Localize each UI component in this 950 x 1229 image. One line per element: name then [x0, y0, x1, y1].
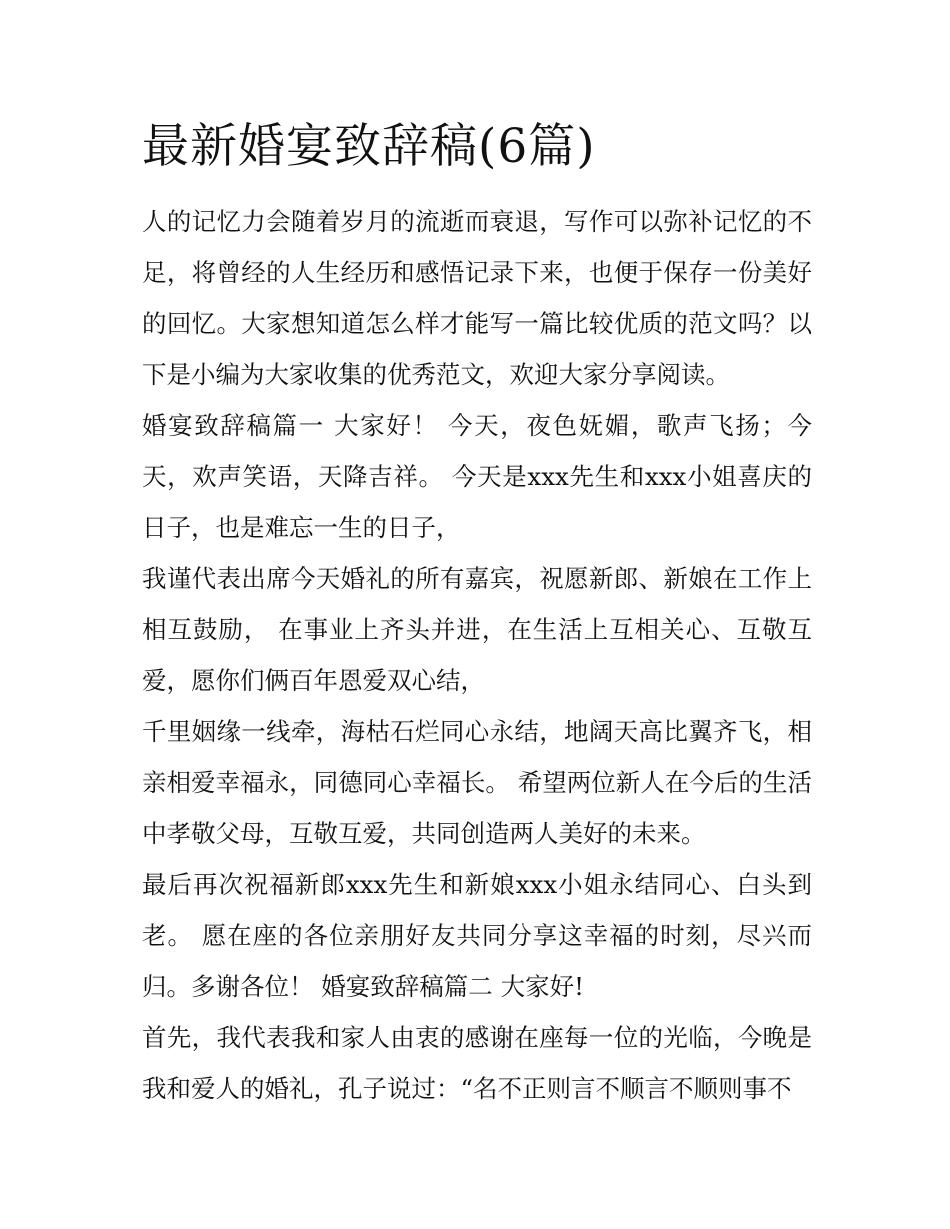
paragraph-speech-one-blessing: 千里姻缘一线牵，海枯石烂同心永结，地阔天高比翼齐飞，相亲相爱幸福永，同德同心幸福长。 希望两位新人在今后的生活中孝敬父母，互敬互爱，共同创造两人美好的未来。	[142, 717, 812, 848]
document-page	[142, 112, 812, 1114]
paragraph-speech-two-opening: 首先，我代表我和家人由衷的感谢在座每一位的光临，今晚是我和爱人的婚礼，孔子说过：“名不正则言不顺言不顺则事不	[142, 1023, 812, 1103]
paragraph-speech-one-wishes: 我谨代表出席今天婚礼的所有嘉宾，祝愿新郎、新娘在工作上相互鼓励， 在事业上齐头并进，在生活上互相关心、互敬互爱，愿你们俩百年恩爱双心结，	[142, 564, 812, 695]
paragraph-speech-one-closing: 最后再次祝福新郎xxx先生和新娘xxx小姐永结同心、白头到老。 愿在座的各位亲朋好友共同分享这幸福的时刻，尽兴而归。多谢各位！ 婚宴致辞稿篇二 大家好!	[142, 870, 812, 1001]
paragraph-speech-one-opening: 婚宴致辞稿篇一 大家好！ 今天，夜色妩媚，歌声飞扬；今天，欢声笑语，天降吉祥。 今天是xxx先生和xxx小姐喜庆的日子，也是难忘一生的日子，	[142, 411, 812, 542]
document-title: 最新婚宴致辞稿(6篇)	[142, 119, 596, 174]
paragraph-intro: 人的记忆力会随着岁月的流逝而衰退，写作可以弥补记忆的不足，将曾经的人生经历和感悟记录下来，也便于保存一份美好的回忆。大家想知道怎么样才能写一篇比较优质的范文吗？以下是小编为大家收集的优秀范文，欢迎大家分享阅读。	[142, 207, 812, 389]
